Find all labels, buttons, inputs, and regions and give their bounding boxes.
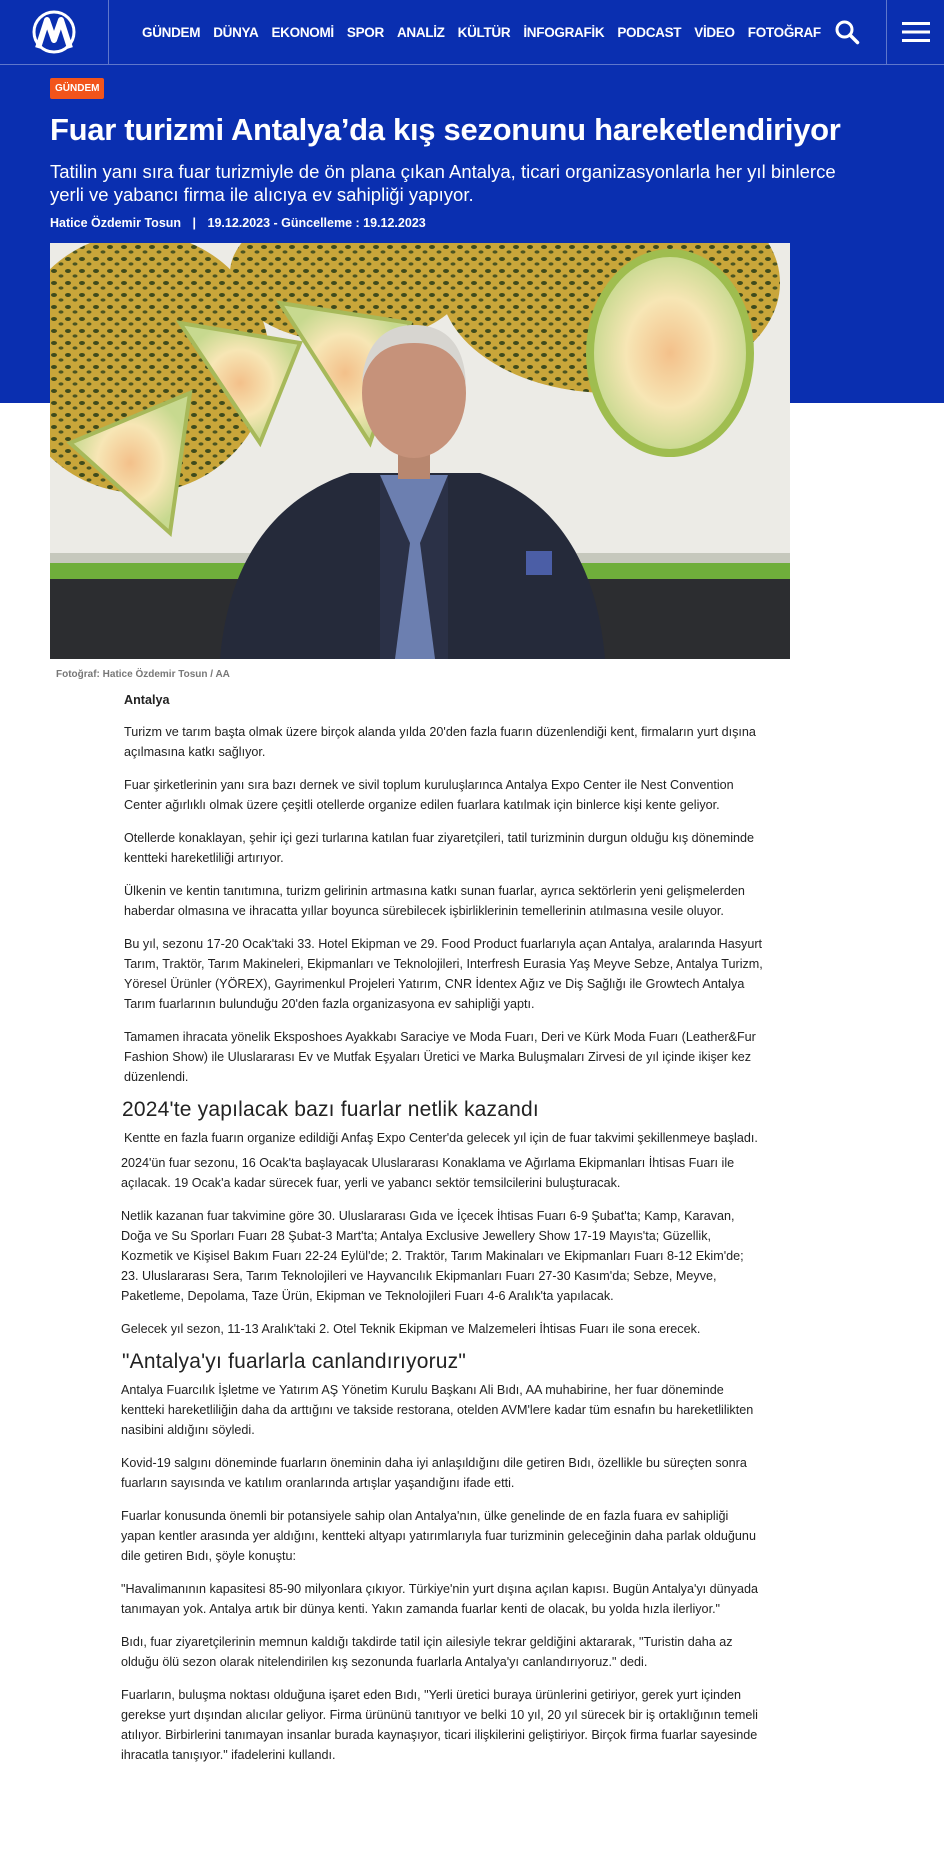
- section-heading: "Antalya'yı fuarlarla canlandırıyoruz": [122, 1350, 467, 1373]
- paragraph: Fuar şirketlerinin yanı sıra bazı dernek ve sivil toplum kuruluşlarınca Antalya Expo Center ile Nest Convention Center ağırlıklı olmak üzere çeşitli otellerde organize edilen fuarlara katılmak için binlerce kişi kente geliyor.: [124, 778, 734, 812]
- quote-paragraph: "Havalimanının kapasitesi 85-90 milyonlara çıkıyor. Türkiye'nin yurt dışına açılan kapısı. Bugün Antalya'yı dünyada tanımayan yok. Antalya artık bir dünya kenti. Yakın zamanda fuarlar kenti de olacak, bu yolda hızla ilerliyor.": [121, 1582, 758, 1616]
- article-subtitle: Tatilin yanı sıra fuar turizmiyle de ön plana çıkan Antalya, ticari organizasyonlarla her yıl binlerce yerli ve yabancı firma ile alıcıya ev sahipliği yapıyor.: [50, 161, 836, 205]
- nav-link-ekonomi[interactable]: EKONOMİ: [271, 24, 334, 40]
- paragraph: Kovid-19 salgını döneminde fuarların öneminin daha iyi anlaşıldığını dile getiren Bıdı, özellikle bu süreçten sonra fuarların sayısında ve katılım oranlarında artışlar yaşandığını ifade etti.: [121, 1456, 747, 1490]
- nav-link-analiz[interactable]: ANALİZ: [396, 24, 445, 40]
- aa-logo-icon: [30, 10, 78, 54]
- paragraph: Otellerde konaklayan, şehir içi gezi turlarına katılan fuar ziyaretçileri, tatil turizminin durgun olduğu kış döneminde kentteki hareketliliği artırıyor.: [124, 831, 755, 865]
- paragraph: Tamamen ihracata yönelik Eksposhoes Ayakkabı Saraciye ve Moda Fuarı, Deri ve Kürk Moda Fuarı (Leather&Fur Fashion Show) ile Uluslararası Ev ve Mutfak Eşyaları Üretici ve Marka Buluşmaları Zirvesi de yıl içinde ikişer kez düzenlendi.: [124, 1030, 756, 1084]
- byline-separator: |: [192, 216, 197, 230]
- main-menu: [142, 0, 834, 64]
- top-navigation: [0, 0, 944, 65]
- aa-logo[interactable]: [0, 0, 109, 64]
- menu-button[interactable]: [888, 0, 944, 64]
- hamburger-menu-icon: [901, 20, 931, 44]
- paragraph: Bu yıl, sezonu 17-20 Ocak'taki 33. Hotel Ekipman ve 29. Food Product fuarlarıyla açan Antalya, aralarında Hasyurt Tarım, Traktör, Tarım Makineleri, Ekipmanları ve Teknolojileri, Interfresh Eurasia Yaş Meyve Sebze, Antalya Turizm, Yöresel Ürünler (YÖREX), Gayrimenkul Projeleri Yatırım, CNR İdentex Ağız ve Diş Sağlığı ile Growtech Antalya Tarım fuarlarının bulunduğu 20'den fazla organizasyona ev sahipliği yaptı.: [124, 937, 763, 1011]
- nav-link-infografik[interactable]: İNFOGRAFİK: [523, 24, 605, 40]
- dateline-city: Antalya: [124, 693, 170, 707]
- byline: [50, 216, 426, 230]
- nav-link-spor[interactable]: SPOR: [346, 24, 384, 40]
- paragraph: Antalya Fuarcılık İşletme ve Yatırım AŞ Yönetim Kurulu Başkanı Ali Bıdı, AA muhabirine, her fuar döneminde kentteki hareketliliğin daha da arttığını ve takside restorana, otelden AVM'lere kadar tüm esnafın bu hareketlilikten nasibini aldığını söyledi.: [121, 1383, 754, 1437]
- paragraph: Netlik kazanan fuar takvimine göre 30. Uluslararası Gıda ve İçecek İhtisas Fuarı 6-9 Şubat'ta; Kamp, Karavan, Doğa ve Su Sporları Fuarı 28 Şubat-3 Mart'ta; Antalya Exclusive Jewellery Show 17-19 Mayıs'ta; Güzellik, Kozmetik ve Kişisel Bakım Fuarı 22-24 Eylül'de; 2. Traktör, Tarım Makinaları ve Ekipmanları Fuarı 8-12 Ekim'de; 23. Uluslararası Sera, Tarım Teknolojileri ve Hayvancılık Ekipmanları Fuarı 27-30 Kasım'da; Sebze, Meyve, Paketleme, Depolama, Taze Ürün, Ekipman ve Teknolojileri Fuarı 4-6 Aralık'ta yapılacak.: [121, 1209, 744, 1303]
- search-button[interactable]: [808, 0, 887, 64]
- photo-caption: Fotoğraf: Hatice Özdemir Tosun / AA: [56, 669, 230, 680]
- paragraph: Fuarlar konusunda önemli bir potansiyele sahip olan Antalya'nın, ülke genelinde de en fazla fuara ev sahipliği yapan kentler arasında yer aldığını, kentteki altyapı yatırımlarıyla fuar turizminin geleceğinin daha parlak olduğunu dile getiren Bıdı, şöyle konuştu:: [121, 1509, 756, 1563]
- paragraph: Kentte en fazla fuarın organize edildiği Anfaş Expo Center'da gelecek yıl için de fuar takvimi şekillenmeye başladı.: [124, 1131, 758, 1145]
- photo-man-with-melons: [50, 243, 790, 659]
- nav-link-dunya[interactable]: DÜNYA: [213, 24, 259, 40]
- nav-link-gundem[interactable]: GÜNDEM: [142, 24, 201, 40]
- nav-link-podcast[interactable]: PODCAST: [617, 24, 682, 40]
- paragraph: 2024'ün fuar sezonu, 16 Ocak'ta başlayacak Uluslararası Konaklama ve Ağırlama Ekipmanları İhtisas Fuarı ile açılacak. 19 Ocak'a kadar sürecek fuar, yerli ve yabancı sektör temsilcilerini buluşturacak.: [121, 1156, 735, 1190]
- paragraph: Ülkenin ve kentin tanıtımına, turizm gelirinin artmasına katkı sunan fuarlar, ayrıca sektörlerin yeni gelişmelerden haberdar olmasına ve ihracatta yıllar boyunca sürebilecek işbirliklerinin temellerinin atılmasına vesile oluyor.: [124, 884, 745, 918]
- author-name[interactable]: Hatice Özdemir Tosun: [50, 216, 182, 230]
- paragraph: Gelecek yıl sezon, 11-13 Aralık'taki 2. Otel Teknik Ekipman ve Malzemeleri İhtisas Fuarı ile sona erecek.: [121, 1322, 701, 1336]
- article-title: Fuar turizmi Antalya’da kış sezonunu hareketlendiriyor: [50, 112, 841, 147]
- paragraph: Turizm ve tarım başta olmak üzere birçok alanda yılda 20'den fazla fuarın düzenlendiği kent, firmaların yurt dışına açılmasına katkı sağlıyor.: [124, 725, 756, 759]
- article-photo: [50, 243, 790, 659]
- paragraph: Bıdı, fuar ziyaretçilerinin memnun kaldığı takdirde tatil için ailesiyle tekrar geldiğini aktararak, "Turistin daha az olduğu ölü sezon olarak nitelendirilen kış sezonunda fuarlarla Antalya'yı canlandırıyoruz." dedi.: [121, 1635, 733, 1669]
- nav-link-kultur[interactable]: KÜLTÜR: [457, 24, 511, 40]
- section-heading: 2024'te yapılacak bazı fuarlar netlik kazandı: [122, 1098, 539, 1121]
- nav-link-fotograf[interactable]: FOTOĞRAF: [747, 24, 821, 40]
- article-body: [121, 690, 764, 1778]
- paragraph: Fuarların, buluşma noktası olduğuna işaret eden Bıdı, "Yerli üretici buraya ürünlerini getiriyor, gerek yurt içinden gerekse yurt dışından alıcılar geliyor. Firma ürününü tanıtıyor ve belki 10 yıl, 20 yıl sürecek bir iş ortaklığının temeli atılıyor. Birbirlerini tanımayan insanlar burada kaynaşıyor, ticari ilişkilerini geliştiriyor. Birçok firma fuarlar sayesinde ihracatla tanışıyor." ifadelerini kullandı.: [121, 1688, 758, 1762]
- publish-dates: 19.12.2023 - Güncelleme : 19.12.2023: [207, 216, 426, 230]
- search-icon: [834, 19, 860, 45]
- category-badge[interactable]: GÜNDEM: [50, 78, 104, 99]
- nav-link-video[interactable]: VİDEO: [694, 24, 735, 40]
